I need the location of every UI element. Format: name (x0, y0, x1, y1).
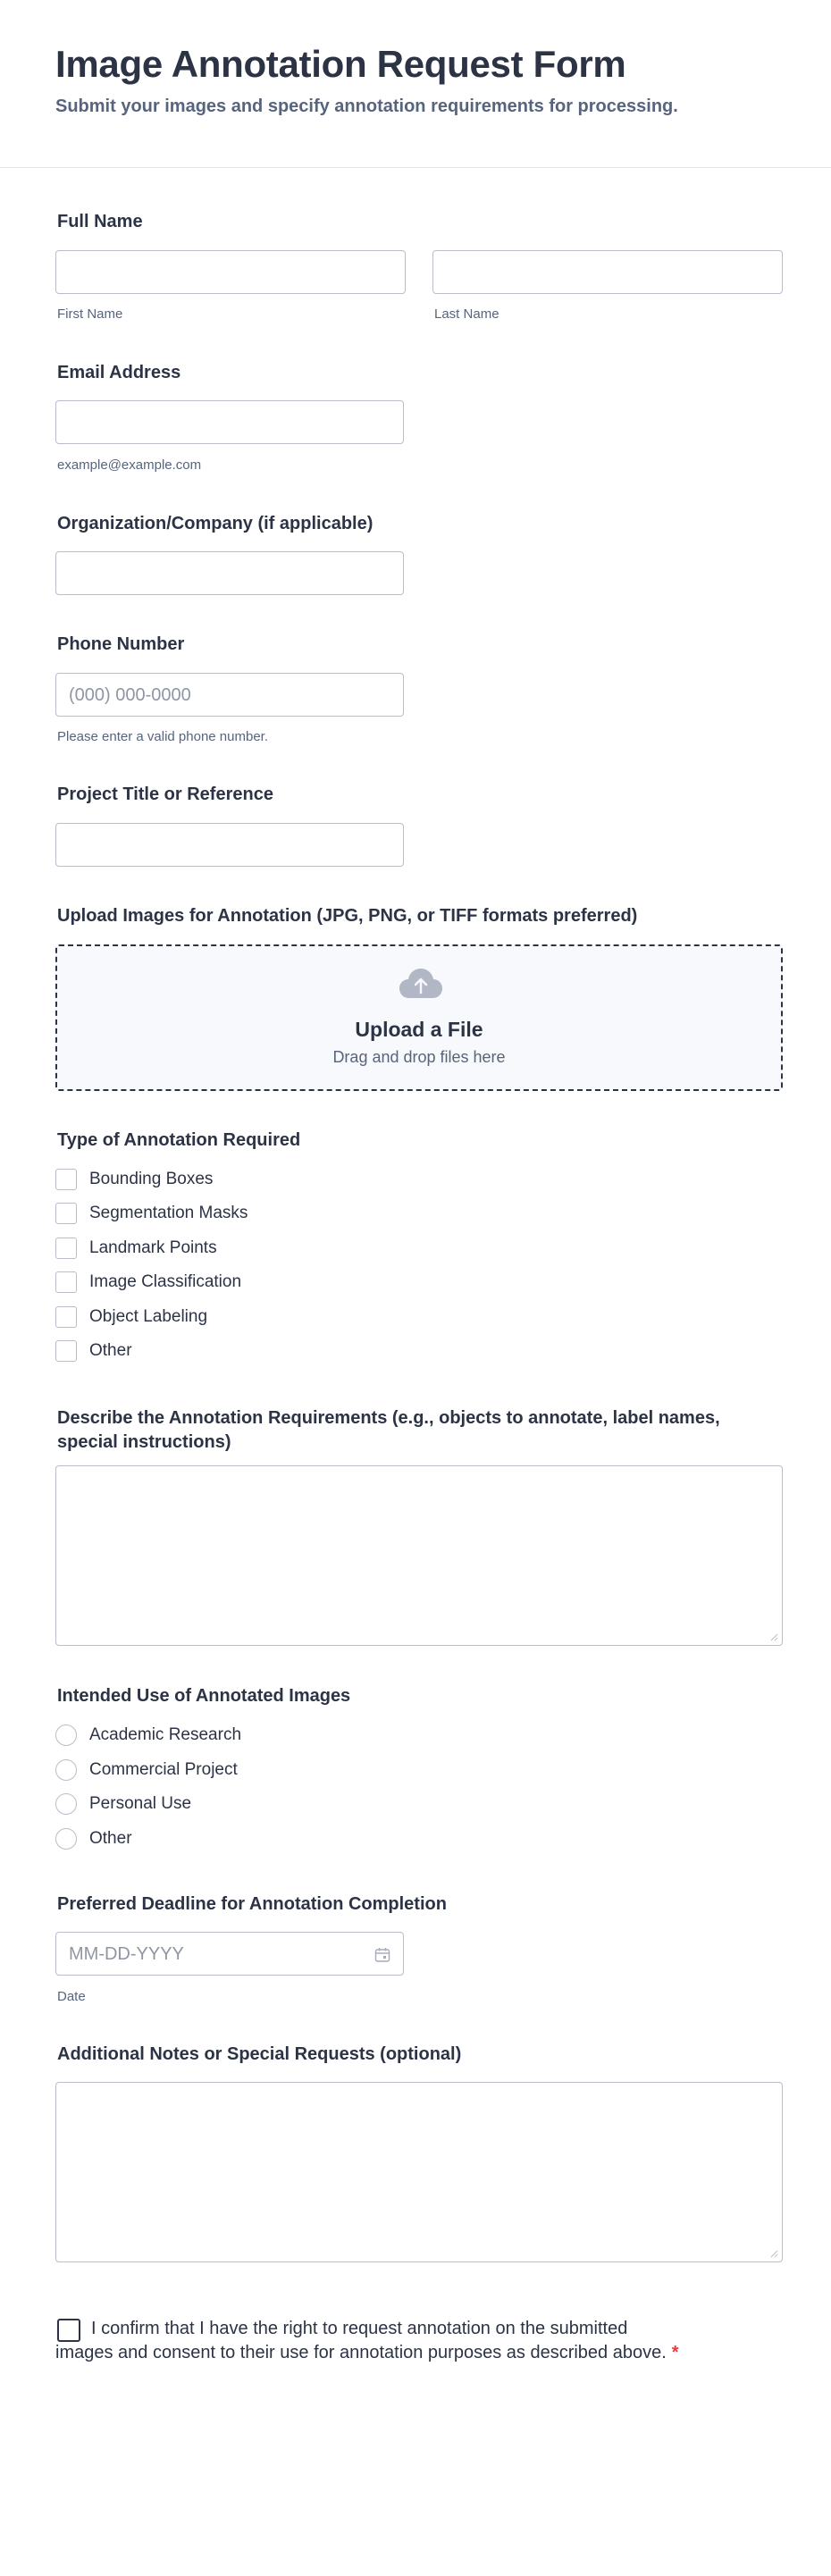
option-label: Image Classification (89, 1272, 242, 1291)
annotation-option-segmentation-masks[interactable] (55, 1202, 248, 1225)
phone-input[interactable] (55, 673, 404, 717)
last-name-input[interactable] (432, 250, 783, 294)
intended-use-label: Intended Use of Annotated Images (57, 1686, 351, 1706)
checkbox[interactable] (55, 1238, 77, 1259)
upload-label: Upload Images for Annotation (JPG, PNG, or TIFF formats preferred) (57, 906, 638, 926)
page-subtitle: Submit your images and specify annotation requirements for processing. (55, 96, 678, 116)
organization-label: Organization/Company (if applicable) (57, 514, 374, 533)
first-name-input[interactable] (55, 250, 406, 294)
phone-placeholder: (000) 000-0000 (69, 685, 191, 705)
first-name-sublabel: First Name (57, 306, 123, 322)
option-label: Bounding Boxes (89, 1170, 214, 1188)
use-option-commercial-project[interactable] (55, 1758, 238, 1782)
option-label: Other (89, 1829, 132, 1848)
header-divider (0, 167, 831, 168)
option-label: Academic Research (89, 1725, 242, 1744)
requirements-textarea[interactable] (55, 1465, 783, 1646)
option-label: Segmentation Masks (89, 1204, 248, 1222)
use-option-personal-use[interactable] (55, 1792, 191, 1816)
project-input[interactable] (55, 823, 404, 867)
checkbox[interactable] (55, 1271, 77, 1293)
option-label: Personal Use (89, 1794, 192, 1813)
option-label: Object Labeling (89, 1307, 208, 1326)
consent-text (55, 2317, 681, 2365)
annotation-option-other[interactable] (55, 1339, 132, 1363)
last-name-sublabel: Last Name (434, 306, 499, 322)
notes-label: Additional Notes or Special Requests (optional) (57, 2044, 462, 2064)
annotation-option-object-labeling[interactable] (55, 1305, 207, 1329)
resize-handle-icon[interactable] (769, 2249, 778, 2258)
email-sublabel: example@example.com (57, 457, 202, 473)
file-upload-dropzone[interactable] (55, 944, 783, 1091)
email-label: Email Address (57, 363, 181, 382)
annotation-option-image-classification[interactable] (55, 1271, 241, 1294)
checkbox[interactable] (55, 1306, 77, 1328)
radio-button[interactable] (55, 1724, 77, 1746)
upload-title: Upload a File (355, 1018, 483, 1041)
option-label: Other (89, 1341, 132, 1360)
use-option-academic-research[interactable] (55, 1724, 241, 1747)
notes-textarea[interactable] (55, 2082, 783, 2262)
annotation-option-bounding-boxes[interactable] (55, 1168, 213, 1191)
use-option-other[interactable] (55, 1827, 132, 1850)
annotation-type-label: Type of Annotation Required (57, 1130, 301, 1150)
radio-button[interactable] (55, 1759, 77, 1781)
upload-hint: Drag and drop files here (332, 1048, 506, 1066)
resize-handle-icon[interactable] (769, 1632, 778, 1641)
cloud-upload-icon (399, 968, 443, 1000)
consent-label: I confirm that I have the right to request annotation on the submitted images and consent to their use for annotation purposes as described above. (55, 2319, 667, 2362)
requirements-label: Describe the Annotation Requirements (e.g., objects to annotate, label names, special instructions) (57, 1408, 720, 1452)
calendar-icon[interactable] (374, 1947, 390, 1963)
checkbox[interactable] (55, 1340, 77, 1362)
checkbox[interactable] (55, 1169, 77, 1190)
deadline-label: Preferred Deadline for Annotation Completion (57, 1894, 447, 1914)
organization-input[interactable] (55, 551, 404, 595)
checkbox[interactable] (55, 1203, 77, 1224)
radio-button[interactable] (55, 1793, 77, 1815)
deadline-sublabel: Date (57, 1989, 86, 2004)
deadline-date-input[interactable] (55, 1932, 404, 1976)
full-name-label: Full Name (57, 212, 143, 231)
phone-label: Phone Number (57, 634, 185, 654)
option-label: Landmark Points (89, 1238, 217, 1257)
deadline-placeholder: MM-DD-YYYY (69, 1944, 184, 1964)
radio-button[interactable] (55, 1828, 77, 1850)
phone-sublabel: Please enter a valid phone number. (57, 729, 268, 744)
required-asterisk: * (671, 2343, 679, 2362)
annotation-option-landmark-points[interactable] (55, 1237, 217, 1260)
option-label: Commercial Project (89, 1760, 238, 1779)
page-title: Image Annotation Request Form (55, 43, 626, 85)
project-label: Project Title or Reference (57, 785, 273, 804)
email-input[interactable] (55, 400, 404, 444)
